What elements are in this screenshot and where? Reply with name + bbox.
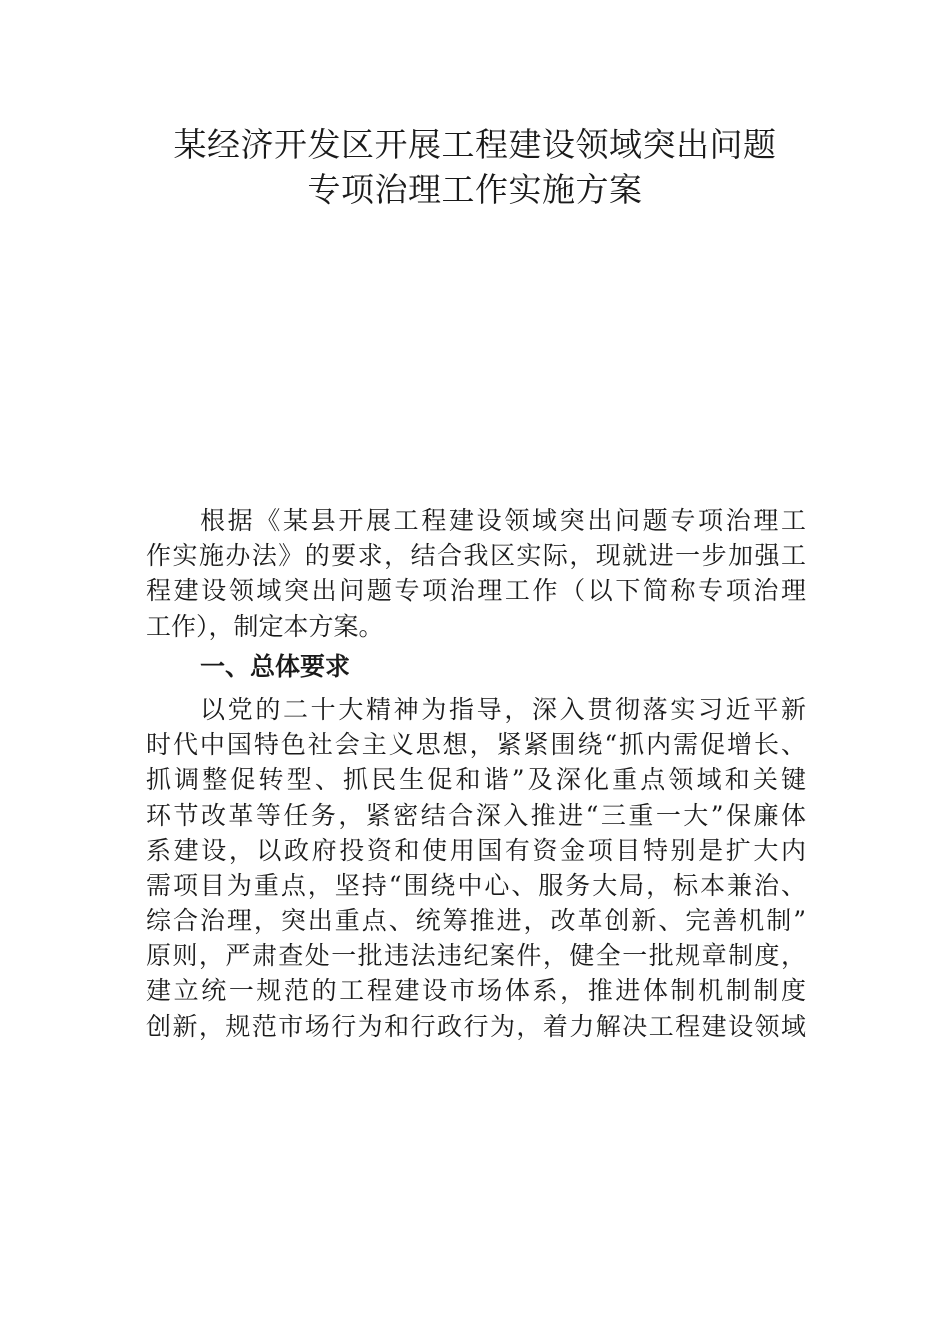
paragraph-line: 作实施办法》的要求，结合我区实际，现就进一步加强工 xyxy=(146,541,806,571)
intro-paragraph xyxy=(146,503,806,644)
general-requirements-paragraph xyxy=(146,692,806,1044)
paragraph-line: 需项目为重点，坚持“围绕中心、服务大局，标本兼治、 xyxy=(146,870,806,900)
paragraph-line: 根据《某县开展工程建设领域突出问题专项治理工 xyxy=(200,506,806,535)
spacer xyxy=(146,684,806,692)
title-line-2: 专项治理工作实施方案 xyxy=(307,170,643,209)
paragraph-line: 综合治理，突出重点、统筹推进，改革创新、完善机制” xyxy=(146,906,806,936)
paragraph-line: 系建设，以政府投资和使用国有资金项目特别是扩大内 xyxy=(146,835,806,865)
paragraph-line: 环节改革等任务，紧密结合深入推进“三重一大”保廉体 xyxy=(146,800,806,830)
title-line-1: 某经济开发区开展工程建设领域突出问题 xyxy=(173,125,777,164)
paragraph-line: 工作），制定本方案。 xyxy=(146,611,384,641)
paragraph-line: 抓调整促转型、抓民生促和谐”及深化重点领域和关键 xyxy=(146,765,806,795)
paragraph-line: 原则，严肃查处一批违法违纪案件，健全一批规章制度， xyxy=(146,941,806,971)
section-heading: 一、总体要求 xyxy=(200,651,351,681)
document-title xyxy=(120,122,830,212)
paragraph-line: 时代中国特色社会主义思想，紧紧围绕“抓内需促增长、 xyxy=(146,730,806,760)
paragraph-line: 创新，规范市场行为和行政行为，着力解决工程建设领域 xyxy=(146,1011,806,1041)
paragraph-line: 程建设领域突出问题专项治理工作（以下简称专项治理 xyxy=(146,576,806,606)
document-body xyxy=(146,503,806,1044)
paragraph-line: 以党的二十大精神为指导，深入贯彻落实习近平新 xyxy=(200,694,806,724)
paragraph-line: 建立统一规范的工程建设市场体系，推进体制机制制度 xyxy=(146,976,806,1006)
